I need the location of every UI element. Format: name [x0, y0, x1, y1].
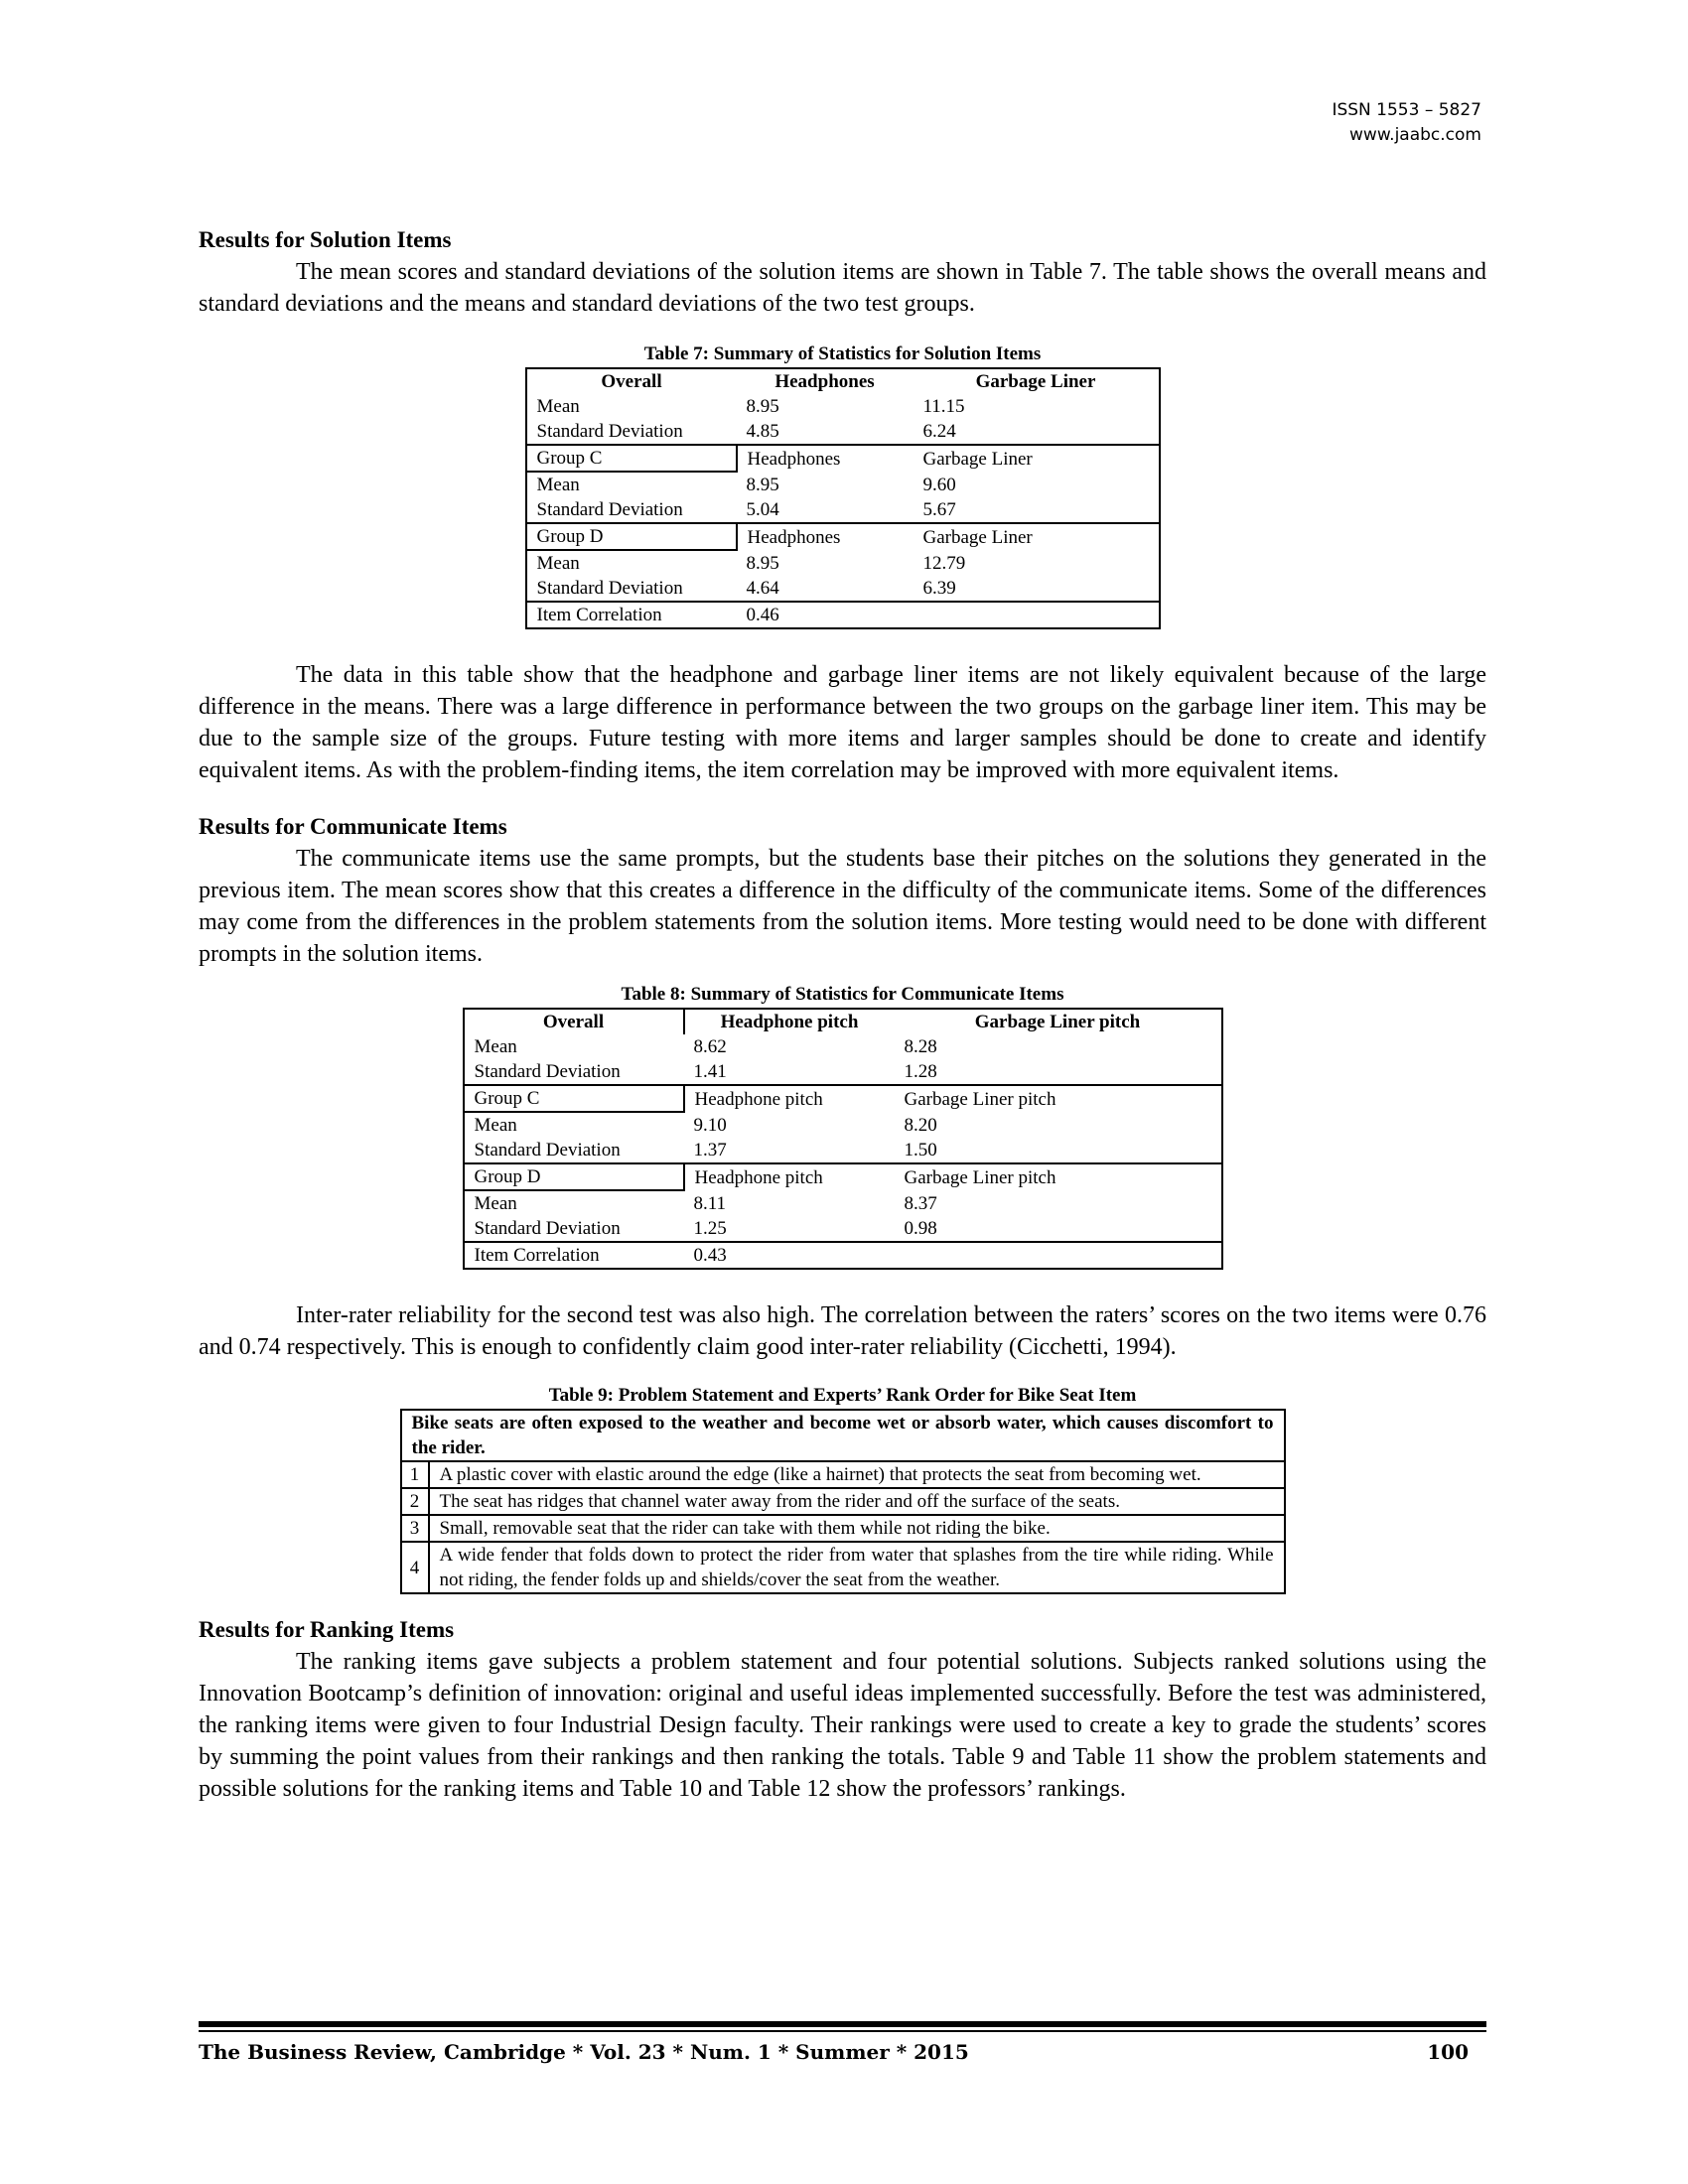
- cell: [895, 1242, 1222, 1269]
- cell: 9.10: [693, 1114, 727, 1136]
- table-row: [526, 550, 1160, 576]
- table-row: [464, 1216, 1222, 1242]
- table-row: [401, 1488, 1285, 1515]
- footer-rule: [199, 2030, 1486, 2032]
- cell: Group D: [464, 1163, 684, 1190]
- issn: ISSN 1553 – 5827: [1332, 100, 1481, 120]
- paragraph: The data in this table show that the headphone and garbage liner items are not likely equivalent because of the large difference in the means. There was a large difference in performance between the two groups on the garbage liner item. This may be due to the sample size of the groups. Future testing with more items and larger samples should be done to create and identify equivalent items. As with the problem-finding items, the item correlation may be improved with more equivalent items.: [199, 662, 1486, 783]
- cell: Mean: [536, 475, 580, 495]
- cell: Mean: [474, 1193, 517, 1214]
- solution-text: A wide fender that folds down to protect the rider from water that splashes from the tire while riding. While not riding, the fender folds up and shields/cover the seat from the weather.: [429, 1542, 1285, 1593]
- cell: 1.41: [693, 1061, 727, 1082]
- cell: 8.62: [693, 1036, 727, 1057]
- problem-statement: Bike seats are often exposed to the weather and become wet or absorb water, which causes discomfort to the rider.: [401, 1410, 1285, 1461]
- cell: Headphones: [737, 523, 914, 550]
- table-header: Garbage Liner: [975, 371, 1096, 392]
- table-caption: Table 9: Problem Statement and Experts’ Rank Order for Bike Seat Item: [548, 1385, 1137, 1406]
- cell: 11.15: [922, 396, 965, 417]
- table-caption: Table 7: Summary of Statistics for Solution Items: [643, 343, 1042, 364]
- table-row: [464, 1242, 1222, 1269]
- table-row: [401, 1542, 1285, 1593]
- table-header: Headphone pitch: [720, 1012, 859, 1032]
- cell: Standard Deviation: [536, 578, 683, 599]
- cell: 4.85: [746, 421, 779, 442]
- cell: 1.25: [693, 1218, 727, 1239]
- cell: 6.39: [922, 578, 956, 599]
- table-row: [526, 523, 1160, 550]
- cell: 5.67: [922, 499, 956, 520]
- cell: Headphones: [737, 445, 914, 472]
- cell: Mean: [536, 396, 580, 417]
- rank-number: 4: [401, 1542, 429, 1593]
- cell: 8.37: [904, 1192, 937, 1214]
- table-row: [526, 394, 1160, 419]
- cell: 4.64: [746, 578, 779, 599]
- table-7: [525, 367, 1161, 629]
- table-row: [464, 1085, 1222, 1112]
- cell: 1.37: [693, 1140, 727, 1160]
- table-row: [401, 1410, 1285, 1461]
- table-row: [464, 1034, 1222, 1059]
- cell: 0.98: [904, 1218, 937, 1239]
- solution-text: A plastic cover with elastic around the edge (like a hairnet) that protects the seat from becoming wet.: [429, 1461, 1285, 1488]
- table-row: [464, 1059, 1222, 1085]
- table-header: Headphones: [774, 371, 875, 392]
- cell: 8.95: [746, 552, 779, 574]
- cell: 1.28: [904, 1061, 937, 1082]
- table-row: [464, 1190, 1222, 1216]
- cell: 1.50: [904, 1140, 937, 1160]
- cell: 12.79: [922, 552, 966, 574]
- cell: Group D: [526, 523, 737, 550]
- solution-text: Small, removable seat that the rider can take with them while not riding the bike.: [429, 1515, 1285, 1542]
- cell: 0.43: [684, 1242, 895, 1269]
- page-number: 100: [1427, 2040, 1469, 2064]
- cell: 8.28: [904, 1036, 937, 1057]
- table-9: [400, 1409, 1286, 1594]
- table-row: [464, 1112, 1222, 1138]
- cell: 5.04: [746, 499, 779, 520]
- cell: Mean: [536, 553, 580, 574]
- page-body: [199, 224, 1486, 1805]
- cell: 6.24: [922, 421, 956, 442]
- cell: Garbage Liner pitch: [895, 1163, 1222, 1190]
- cell: Standard Deviation: [536, 421, 683, 442]
- section-title-solution: Results for Solution Items: [199, 227, 452, 252]
- section-title-communicate: Results for Communicate Items: [199, 814, 507, 839]
- cell: Garbage Liner: [914, 445, 1160, 472]
- table-header: Overall: [464, 1009, 684, 1034]
- table-header: Garbage Liner pitch: [974, 1012, 1141, 1032]
- table-row: [401, 1515, 1285, 1542]
- cell: 8.11: [693, 1192, 727, 1214]
- cell: Mean: [474, 1115, 517, 1136]
- table-row: [464, 1138, 1222, 1163]
- table-row: [526, 472, 1160, 497]
- cell: Standard Deviation: [474, 1061, 621, 1082]
- cell: 9.60: [922, 474, 956, 495]
- cell: [914, 602, 1160, 628]
- rank-number: 2: [401, 1488, 429, 1515]
- rank-number: 3: [401, 1515, 429, 1542]
- cell: Group C: [464, 1085, 684, 1112]
- cell: Mean: [474, 1036, 517, 1057]
- table-header: Overall: [601, 371, 662, 392]
- solution-text: The seat has ridges that channel water away from the rider and off the surface of the seats.: [429, 1488, 1285, 1515]
- paragraph: Inter-rater reliability for the second test was also high. The correlation between the raters’ scores on the two items were 0.76 and 0.74 respectively. This is enough to confidently claim good inter-rater reliability (Cicchetti, 1994).: [199, 1302, 1486, 1360]
- paragraph: The communicate items use the same prompts, but the students base their pitches on the solutions they generated in the previous item. The mean scores show that this creates a difference in the difficulty of the communicate items. Some of the differences may come from the differences in the problem statements from the solution items. More testing would need to be done with different prompts in the solution items.: [199, 846, 1486, 967]
- journal-citation: The Business Review, Cambridge * Vol. 23 * Num. 1 * Summer * 2015: [199, 2040, 969, 2064]
- table-row: [526, 419, 1160, 445]
- table-8: [463, 1008, 1223, 1270]
- cell: Headphone pitch: [684, 1085, 895, 1112]
- journal-header: [1332, 98, 1481, 148]
- footer-rule: [199, 2021, 1486, 2027]
- cell: Headphone pitch: [684, 1163, 895, 1190]
- cell: 8.95: [746, 474, 779, 495]
- cell: Item Correlation: [464, 1242, 684, 1269]
- rank-number: 1: [401, 1461, 429, 1488]
- website: www.jaabc.com: [1349, 125, 1481, 145]
- table-row: [526, 602, 1160, 628]
- section-title-ranking: Results for Ranking Items: [199, 1617, 455, 1642]
- page-footer: [199, 2021, 1486, 2066]
- cell: 0.46: [737, 602, 914, 628]
- cell: Standard Deviation: [474, 1218, 621, 1239]
- cell: Standard Deviation: [536, 499, 683, 520]
- table-row: [526, 445, 1160, 472]
- cell: 8.95: [746, 396, 779, 417]
- cell: Standard Deviation: [474, 1140, 621, 1160]
- table-row: [526, 576, 1160, 602]
- cell: Group C: [526, 445, 737, 472]
- cell: 8.20: [904, 1114, 937, 1136]
- paragraph: The mean scores and standard deviations of the solution items are shown in Table 7. The table shows the overall means and standard deviations and the means and standard deviations of the two test groups.: [199, 259, 1486, 317]
- cell: Item Correlation: [526, 602, 737, 628]
- table-caption: Table 8: Summary of Statistics for Communicate Items: [621, 984, 1064, 1005]
- paragraph: The ranking items gave subjects a problem statement and four potential solutions. Subjects ranked solutions using the Innovation Bootcamp’s definition of innovation: original and useful ideas implemented successfully. Before the test was administered, the ranking items were given to four Industrial Design faculty. Their rankings were used to create a key to grade the students’ scores by summing the point values from their rankings and then ranking the totals. Table 9 and Table 11 show the problem statements and possible solutions for the ranking items and Table 10 and Table 12 show the professors’ rankings.: [199, 1649, 1486, 1802]
- table-row: [401, 1461, 1285, 1488]
- cell: Garbage Liner pitch: [895, 1085, 1222, 1112]
- cell: Garbage Liner: [914, 523, 1160, 550]
- table-row: [526, 497, 1160, 523]
- table-row: [464, 1163, 1222, 1190]
